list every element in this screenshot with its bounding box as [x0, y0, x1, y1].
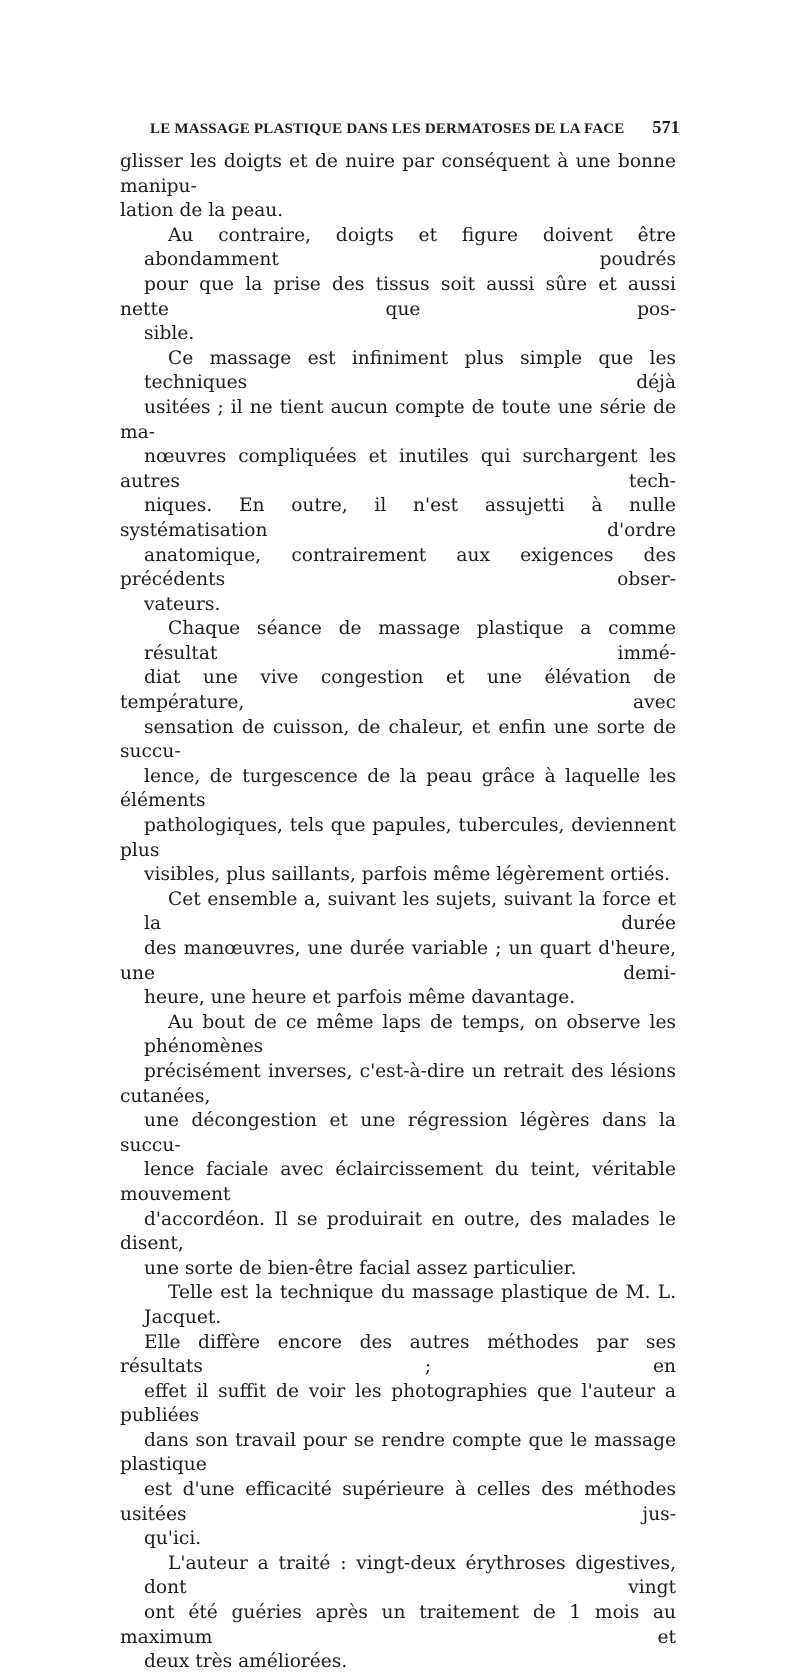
paragraph [120, 150, 676, 224]
text-line: Elle diffère encore des autres méthodes par ses résultats ; en [120, 1331, 676, 1378]
text-line: une décongestion et une régression légères dans la succu- [120, 1110, 676, 1156]
text-line: niques. En outre, il n'est assujetti à nulle systématisation d'ordre [120, 495, 676, 541]
text-line: vateurs. [144, 593, 221, 615]
text-line: Ce massage est infiniment plus simple que les techniques déjà [144, 347, 676, 394]
text-line: visibles, plus saillants, parfois même légèrement ortiés. [144, 864, 671, 886]
text-line: Au bout de ce même laps de temps, on observe les phénomènes [144, 1011, 676, 1058]
text-line: effet il suffit de voir les photographies que l'auteur a publiées [120, 1380, 676, 1427]
text-line: pour que la prise des tissus soit aussi sûre et aussi nette que pos- [120, 273, 676, 320]
text-line: précisément inverses, c'est-à-dire un retrait des lésions cutanées, [120, 1060, 676, 1107]
text-line: est d'une efficacité supérieure à celles des méthodes usitées jus- [120, 1479, 676, 1525]
page-number: 571 [652, 117, 680, 137]
text-line: sensation de cuisson, de chaleur, et enfin une sorte de succu- [120, 716, 676, 763]
paragraph [120, 617, 676, 888]
paragraph [120, 1281, 676, 1552]
text-line: anatomique, contrairement aux exigences des précédents obser- [120, 544, 676, 591]
text-line: qu'ici. [144, 1528, 202, 1550]
text-line: ont été guéries après un traitement de 1 mois au maximum et [120, 1602, 676, 1648]
text-line: diat une vive congestion et une élévation de température, avec [120, 667, 676, 714]
text-line: heure, une heure et parfois même davantage. [144, 987, 576, 1009]
paragraph [120, 224, 676, 347]
text-line: glisser les doigts et de nuire par conséquent à une bonne manipu- [120, 151, 676, 197]
text-line: usitées ; il ne tient aucun compte de toute une série de ma- [120, 396, 676, 443]
text-line: Chaque séance de massage plastique a comme résultat immé- [144, 618, 676, 664]
body-text [120, 150, 676, 1675]
text-line: L'auteur a traité : vingt-deux érythroses digestives, dont vingt [144, 1552, 676, 1599]
paragraph [120, 1011, 676, 1282]
text-line: sible. [144, 323, 195, 345]
text-line: deux très améliorées. [144, 1651, 348, 1673]
text-line: lence, de turgescence de la peau grâce à laquelle les éléments [120, 765, 676, 812]
text-line: des manœuvres, une durée variable ; un quart d'heure, une demi- [120, 938, 676, 984]
paragraph [120, 347, 676, 618]
text-line: dans son travail pour se rendre compte que le massage plastique [120, 1429, 676, 1476]
text-line: Au contraire, doigts et figure doivent être abondamment poudrés [144, 224, 676, 271]
text-line: nœuvres compliquées et inutiles qui surchargent les autres tech- [120, 446, 676, 492]
text-line: une sorte de bien-être facial assez particulier. [144, 1257, 577, 1279]
text-line: lation de la peau. [120, 200, 284, 222]
paragraph [120, 1552, 676, 1675]
text-line: lence faciale avec éclaircissement du teint, véritable mouvement [120, 1159, 676, 1205]
paragraph [120, 888, 676, 1011]
text-line: Telle est la technique du massage plastique de M. L. Jacquet. [144, 1282, 676, 1328]
text-line: pathologiques, tels que papules, tubercules, deviennent plus [120, 815, 676, 861]
text-line: d'accordéon. Il se produirait en outre, des malades le disent, [120, 1208, 676, 1255]
running-head [150, 117, 680, 138]
running-title: LE MASSAGE PLASTIQUE DANS LES DERMATOSES DE LA FACE [150, 121, 625, 137]
text-line: Cet ensemble a, suivant les sujets, suivant la force et la durée [144, 888, 676, 935]
